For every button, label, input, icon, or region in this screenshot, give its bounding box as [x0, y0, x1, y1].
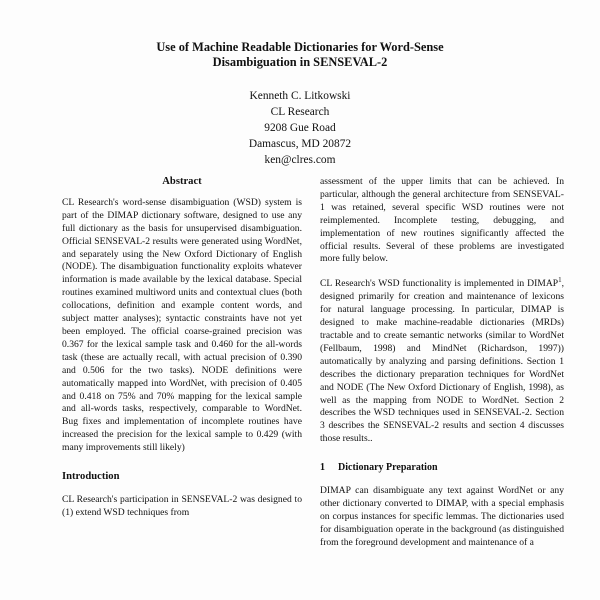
introduction-heading: Introduction: [62, 471, 120, 483]
right-paragraph-1: assessment of the upper limits that can be achieved. In particular, although the general architecture from SENSEVAL-1 was retained, several specific WSD routines were not reimplemented. Incomplete testing, debugging, and implementation of new routines significantly affected the official results. Several of these problems are investigated more fully below.: [320, 176, 564, 265]
author-street: 9208 Gue Road: [264, 122, 336, 134]
footnote-marker: 1: [558, 276, 562, 285]
abstract-text: CL Research's word-sense disambiguation (WSD) system is part of the DIMAP dictionary software, designed to use any full dictionary as the basis for unsupervised disambiguation. Official SENSEVAL-2 results were generated using WordNet, and separately using the New Oxford Dictionary of English (NODE). The disambiguation functionality exploits whatever information is made available by the lexical database. Special routines examined multiword units and contextual clues (both collocations, definition and example content words, and subject matter analyses); syntactic constraints have not yet been employed. The official coarse-grained precision was 0.367 for the lexical sample task and 0.460 for the all-words task (these are actually recall, with actual precision of 0.390 and 0.506 for the two tasks). NODE definitions were automatically mapped into WordNet, with precision of 0.405 and 0.418 on 75% and 70% mapping for the lexical sample and all-words tasks, respectively, comparable to WordNet. Bug fixes and implementation of incomplete routines have increased the precision for the lexical sample to 0.429 (with many improvements still likely): [62, 196, 302, 454]
title-line-1: Use of Machine Readable Dictionaries for Word-Sense: [156, 40, 444, 54]
paper-title: [60, 40, 540, 70]
left-column: [62, 176, 302, 532]
section-1-number: 1: [320, 462, 325, 474]
abstract-heading: Abstract: [162, 176, 202, 187]
author-city: Damascus, MD 20872: [248, 138, 352, 150]
author-name: Kenneth C. Litkowski: [249, 90, 351, 102]
section-1-heading: [320, 462, 564, 475]
author-org: CL Research: [270, 106, 330, 118]
right-paragraph-2-rest: , designed primarily for creation and maintenance of lexicons for natural language processing. In particular, DIMAP is designed to make machine-readable dictionaries (MRDs) tractable and to create semantic networks (similar to WordNet (Fellbaum, 1998) and MindNet (Richardson, 1997)) automatically by analyzing and parsing definitions. Section 1 describes the dictionary preparation techniques for WordNet and NODE (The New Oxford Dictionary of English, 1998), as well as the mapping from NODE to WordNet. Section 2 describes the WSD techniques used in SENSEVAL-2. Section 3 describes the SENSEVAL-2 results and section 4 discusses those results..: [320, 278, 564, 445]
author-email: ken@clres.com: [264, 154, 336, 166]
right-paragraph-2-start: CL Research's WSD functionality is implemented in DIMAP: [320, 278, 559, 290]
right-paragraph-2: [320, 278, 564, 446]
author-block: [60, 88, 540, 168]
section-1-title: Dictionary Preparation: [338, 462, 438, 474]
right-column: [320, 176, 564, 562]
introduction-text: CL Research's participation in SENSEVAL-2 was designed to (1) extend WSD techniques from: [62, 493, 302, 518]
title-line-2: Disambiguation in SENSEVAL-2: [212, 55, 388, 69]
section-1-text: DIMAP can disambiguate any text against WordNet or any other dictionary converted to DIMAP, with a special emphasis on corpus instances for specific lemmas. The dictionaries used for disambiguation operate in the background (as distinguished from the foreground development and maintenance of a: [320, 485, 564, 548]
